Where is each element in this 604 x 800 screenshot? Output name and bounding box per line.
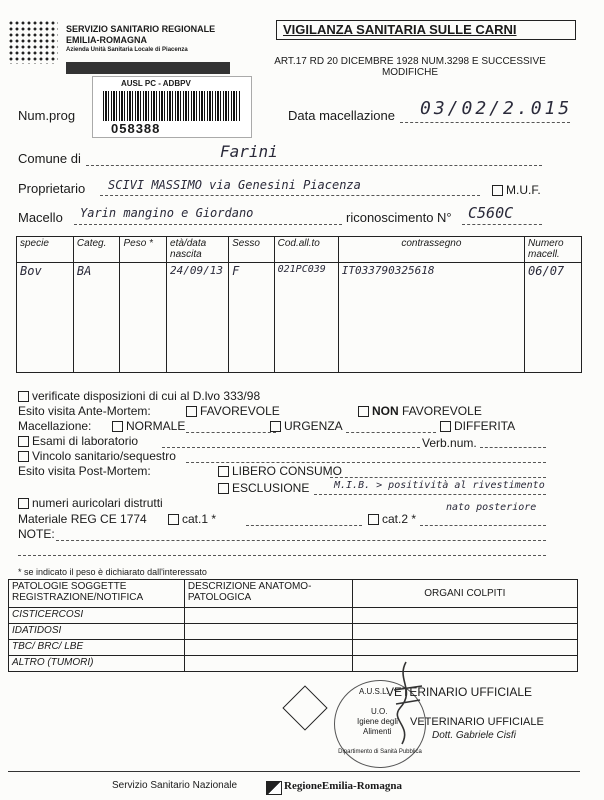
verificate-text: verificate disposizioni di cui al D.lvo 333/98 — [32, 389, 261, 403]
data-macellazione-label: Data macellazione — [288, 108, 395, 123]
vet-name: Dott. Gabriele Cisfi — [432, 730, 516, 741]
non-favorevole-checkbox[interactable] — [358, 404, 482, 418]
differita-label: DIFFERITA — [454, 419, 516, 433]
stamp-line-3: Igiene degli — [357, 717, 398, 726]
peso-footnote: * se indicato il peso è dichiarato dall'interessato — [18, 567, 207, 577]
cat2-label: cat.2 * — [382, 512, 417, 526]
verificate-checkbox[interactable] — [18, 389, 260, 403]
comune-label: Comune di — [18, 151, 81, 166]
favorevole-checkbox[interactable] — [186, 404, 280, 418]
cat1-checkbox[interactable] — [168, 512, 216, 526]
stamp-line-4: Alimenti — [363, 727, 392, 736]
urgenza-checkbox[interactable] — [270, 419, 343, 433]
macello-value[interactable]: Yarin mangino e Giordano — [80, 206, 254, 220]
footer-left: Servizio Sanitario Nazionale — [112, 780, 238, 791]
esclusione-checkbox[interactable] — [218, 481, 309, 495]
patologia-altro: ALTRO (TUMORI) — [9, 656, 185, 672]
cell-numero[interactable]: 06/07 — [525, 263, 582, 373]
note-label: NOTE: — [18, 527, 55, 541]
muf-checkbox[interactable] — [492, 183, 541, 197]
patologia-cisticercosi: CISTICERCOSI — [9, 608, 185, 624]
macellazione-label: Macellazione: — [18, 419, 92, 433]
esito-ante-label: Esito visita Ante-Mortem: — [18, 404, 151, 418]
descrizione-cell[interactable] — [184, 640, 352, 656]
esclusione-note-2[interactable]: nato posteriore — [446, 502, 537, 513]
proprietario-label: Proprietario — [18, 181, 86, 196]
header-specie: specie — [17, 237, 74, 263]
vincolo-label: Vincolo sanitario/sequestro — [32, 449, 176, 463]
title-box — [276, 20, 576, 40]
table-row — [9, 624, 578, 640]
favorevole-label: FAVOREVOLE — [200, 404, 280, 418]
patologie-header-row — [9, 580, 578, 608]
stamp-line-1: A.U.S.L. — [359, 687, 389, 696]
stamp-line-5: Dipartimento di Sanità Pubblica — [338, 749, 422, 755]
org-name-1: SERVIZIO SANITARIO REGIONALE — [66, 24, 216, 34]
org-name-2: EMILIA-ROMAGNA — [66, 35, 147, 45]
animal-table — [16, 236, 582, 373]
table-header-row — [17, 237, 582, 263]
vet-title-stamp: VETERINARIO UFFICIALE — [410, 716, 544, 728]
header-sesso: Sesso — [229, 237, 275, 263]
cell-eta[interactable]: 24/09/13 — [167, 263, 229, 373]
document-title: VIGILANZA SANITARIA SULLE CARNI — [283, 22, 517, 37]
org-name-3: Azienda Unità Sanitaria Locale di Piacenza — [66, 47, 188, 53]
esami-checkbox[interactable] — [18, 434, 138, 448]
signature-scribble — [376, 660, 436, 750]
header-peso: Peso * — [120, 237, 167, 263]
barcode-label — [92, 76, 252, 138]
comune-value[interactable]: Farini — [220, 142, 278, 161]
non-label: NON — [372, 404, 399, 418]
barcode-number: 058388 — [111, 121, 161, 136]
esami-label: Esami di laboratorio — [32, 434, 139, 448]
esclusione-note-1[interactable]: M.I.B. > positività al rivestimento — [334, 480, 545, 491]
libero-label: LIBERO CONSUMO — [232, 464, 343, 478]
patologie-table — [8, 579, 578, 672]
cell-categ[interactable]: BA — [73, 263, 120, 373]
logo-dots — [8, 20, 58, 64]
header-numero: Numero macell. — [525, 237, 582, 263]
header-cod: Cod.all.to — [274, 237, 338, 263]
footer-right: RegioneEmilia-Romagna — [284, 780, 402, 792]
num-prog-label: Num.prog — [18, 108, 76, 123]
normale-label: NORMALE — [126, 419, 186, 433]
verb-num-label: Verb.num. — [422, 436, 477, 450]
header-eta: età/data nascita — [167, 237, 229, 263]
differita-checkbox[interactable] — [440, 419, 515, 433]
cell-specie[interactable]: Bov — [17, 263, 74, 373]
table-row — [9, 608, 578, 624]
header-bar — [66, 62, 230, 74]
cat1-label: cat.1 * — [182, 512, 217, 526]
regione-logo-icon — [266, 781, 282, 795]
barcode-caption: AUSL PC - ADBPV — [121, 79, 191, 88]
non-favorevole-label: FAVOREVOLE — [402, 404, 482, 418]
materiale-label: Materiale REG CE 1774 — [18, 512, 147, 526]
organi-cell[interactable] — [352, 608, 577, 624]
cat2-checkbox[interactable] — [368, 512, 416, 526]
descrizione-cell[interactable] — [184, 656, 352, 672]
cell-sesso[interactable]: F — [229, 263, 275, 373]
muf-label: M.U.F. — [506, 183, 541, 197]
descrizione-cell[interactable] — [184, 624, 352, 640]
table-row — [17, 263, 582, 373]
header-contrassegno: contrassegno — [338, 237, 524, 263]
esclusione-label: ESCLUSIONE — [232, 481, 310, 495]
diamond-mark — [282, 685, 327, 730]
auricolari-checkbox[interactable] — [18, 496, 163, 510]
esito-post-label: Esito visita Post-Mortem: — [18, 464, 151, 478]
normale-checkbox[interactable] — [112, 419, 185, 433]
patologie-col1: PATOLOGIE SOGGETTE REGISTRAZIONE/NOTIFICA — [9, 580, 185, 608]
cell-cod[interactable]: 021PC039 — [274, 263, 338, 373]
cell-contrassegno[interactable]: IT033790325618 — [338, 263, 524, 373]
riconoscimento-value[interactable]: C560C — [468, 204, 514, 222]
auricolari-label: numeri auricolari distrutti — [32, 496, 163, 510]
data-macellazione-value[interactable]: 03/02/2.015 — [420, 98, 573, 119]
vincolo-checkbox[interactable] — [18, 449, 176, 463]
stamp-line-2: U.O. — [371, 707, 388, 716]
organi-cell[interactable] — [352, 624, 577, 640]
patologia-idatidosi: IDATIDOSI — [9, 624, 185, 640]
document-subtitle: ART.17 RD 20 DICEMBRE 1928 NUM.3298 E SUCCESSIVE MODIFICHE — [274, 56, 546, 78]
footer-line — [8, 771, 580, 772]
macello-label: Macello — [18, 210, 63, 225]
organi-cell[interactable] — [352, 640, 577, 656]
patologia-tbc: TBC/ BRC/ LBE — [9, 640, 185, 656]
cell-peso[interactable] — [120, 263, 167, 373]
vet-title: VETERINARIO UFFICIALE — [386, 685, 533, 699]
barcode — [103, 91, 241, 121]
table-row — [9, 656, 578, 672]
descrizione-cell[interactable] — [184, 608, 352, 624]
libero-checkbox[interactable] — [218, 464, 342, 478]
patologie-col2: DESCRIZIONE ANATOMO-PATOLOGICA — [184, 580, 352, 608]
urgenza-label: URGENZA — [284, 419, 343, 433]
header-categ: Categ. — [73, 237, 120, 263]
table-row — [9, 640, 578, 656]
patologie-col3: ORGANI COLPITI — [352, 580, 577, 608]
proprietario-value[interactable]: SCIVI MASSIMO via Genesini Piacenza — [108, 178, 361, 192]
riconoscimento-label: riconoscimento N° — [346, 210, 452, 225]
